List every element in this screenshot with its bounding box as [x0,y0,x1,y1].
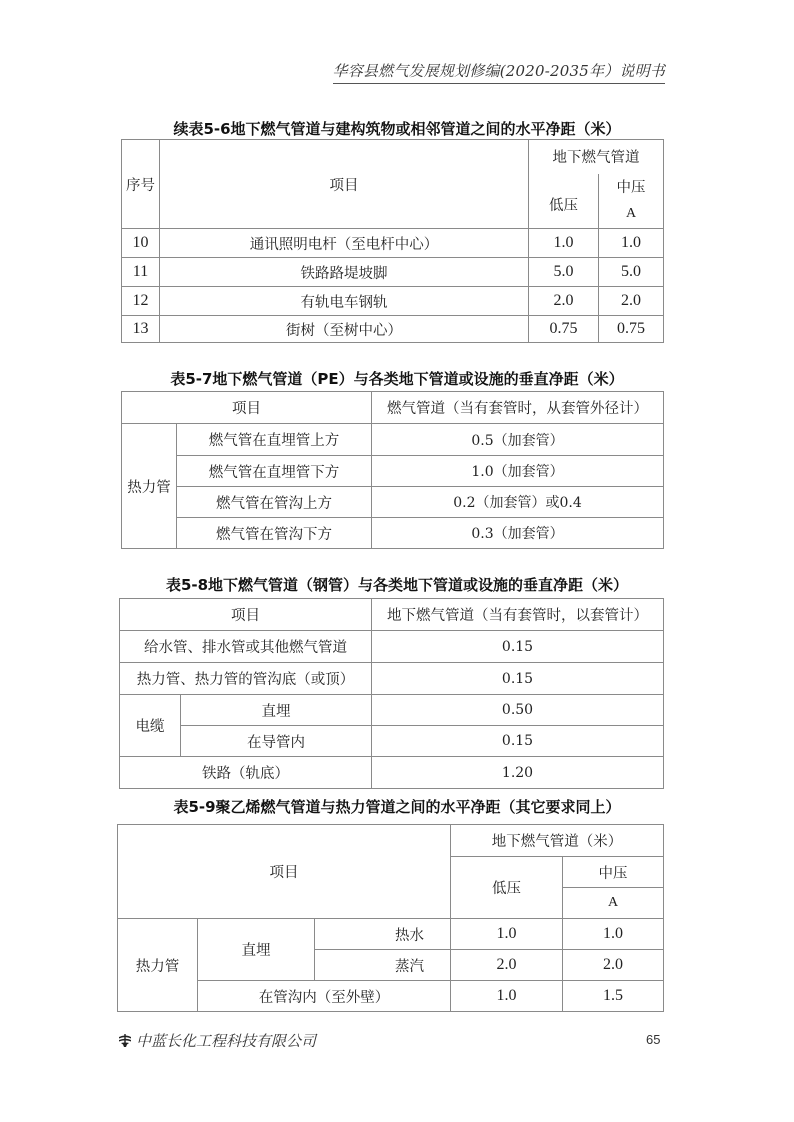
row-item: 蒸汽 [315,950,451,981]
table-row [120,663,664,695]
row-low: 1.0 [451,919,563,950]
table1-header-item: 项目 [160,140,529,229]
table-row [120,757,664,789]
row-value: 0.2（加套管）或0.4 [372,487,664,518]
row-item: 有轨电车钢轨 [160,287,529,316]
company-logo-icon [117,1034,133,1048]
table-row [122,424,664,456]
table1-header-group: 地下燃气管道 [529,140,664,174]
table-row [122,258,664,287]
table-row [122,456,664,487]
row-item: 铁路（轨底） [120,757,372,789]
table4-header-low: 低压 [451,857,563,919]
table-row [120,631,664,663]
row-value: 0.5（加套管） [372,424,664,456]
table1 [121,139,664,343]
document-header-title: 华容县燃气发展规划修编(2020-2035年）说明书 [333,60,665,84]
table1-header-seq: 序号 [122,140,160,229]
table3 [119,598,664,789]
row-low: 5.0 [529,258,599,287]
row-item: 热力管、热力管的管沟底（或顶） [120,663,372,695]
table4-header-item: 项目 [118,825,451,919]
table-row [122,229,664,258]
row-item: 街树（至树中心） [160,316,529,343]
table4-header-mid: 中压 [563,857,664,888]
row-mid: 5.0 [599,258,664,287]
row-value: 0.15 [372,726,664,757]
row-mid: 1.0 [563,919,664,950]
row-value: 1.20 [372,757,664,789]
row-item: 通讯照明电杆（至电杆中心） [160,229,529,258]
row-mid: 1.0 [599,229,664,258]
row-seq: 10 [122,229,160,258]
row-mid: 2.0 [563,950,664,981]
row-seq: 13 [122,316,160,343]
row-value: 0.15 [372,631,664,663]
row-value: 0.3（加套管） [372,518,664,549]
table1-header-mid-label: 中压 [616,179,646,196]
row-value: 0.15 [372,663,664,695]
row-item: 燃气管在直埋管下方 [177,456,372,487]
table1-header-mid-sub: A [625,205,637,221]
row-seq: 12 [122,287,160,316]
table-row [118,981,664,1012]
row-low: 1.0 [529,229,599,258]
table2-header-value: 燃气管道（当有套管时，从套管外径计） [372,392,664,424]
page-number: 65 [646,1032,661,1047]
row-item: 在管沟内（至外壁） [198,981,451,1012]
table-row [120,695,664,726]
row-item: 在导管内 [181,726,372,757]
row-low: 2.0 [529,287,599,316]
table2 [121,391,664,549]
row-item: 燃气管在直埋管上方 [177,424,372,456]
table2-title: 表5-7地下燃气管道（PE）与各类地下管道或设施的垂直净距（米） [170,370,624,388]
table2-group-label: 热力管 [122,424,177,549]
row-mid: 2.0 [599,287,664,316]
footer-company-name: 中蓝长化工程科技有限公司 [136,1032,317,1050]
table1-header-low: 低压 [529,174,599,229]
row-item: 直埋 [181,695,372,726]
row-mid: 0.75 [599,316,664,343]
row-low: 0.75 [529,316,599,343]
table3-cable-label: 电缆 [120,695,181,757]
table-row [122,487,664,518]
row-seq: 11 [122,258,160,287]
table3-title: 表5-8地下燃气管道（钢管）与各类地下管道或设施的垂直净距（米） [165,576,629,594]
row-item: 热水 [315,919,451,950]
row-item: 燃气管在管沟上方 [177,487,372,518]
table4-direct-label: 直埋 [198,919,315,981]
table-row [120,726,664,757]
table1-title: 续表5-6地下燃气管道与建构筑物或相邻管道之间的水平净距（米） [173,120,621,138]
table2-header-item: 项目 [122,392,372,424]
table4-group-label: 热力管 [118,919,198,1012]
row-value: 0.50 [372,695,664,726]
row-mid: 1.5 [563,981,664,1012]
table4-header-mid-sub: A [563,888,664,919]
row-item: 给水管、排水管或其他燃气管道 [120,631,372,663]
table4-title: 表5-9聚乙烯燃气管道与热力管道之间的水平净距（其它要求同上） [173,798,621,816]
table-row [122,518,664,549]
row-low: 2.0 [451,950,563,981]
row-item: 燃气管在管沟下方 [177,518,372,549]
table1-header-mid [599,174,664,229]
table-row [118,919,664,950]
table3-header-value: 地下燃气管道（当有套管时，以套管计） [372,599,664,631]
table-row [122,287,664,316]
table4-header-group: 地下燃气管道（米） [451,825,664,857]
table-row [122,316,664,343]
table4 [117,824,664,1012]
row-low: 1.0 [451,981,563,1012]
table3-header-item: 项目 [120,599,372,631]
row-value: 1.0（加套管） [372,456,664,487]
row-item: 铁路路堤坡脚 [160,258,529,287]
